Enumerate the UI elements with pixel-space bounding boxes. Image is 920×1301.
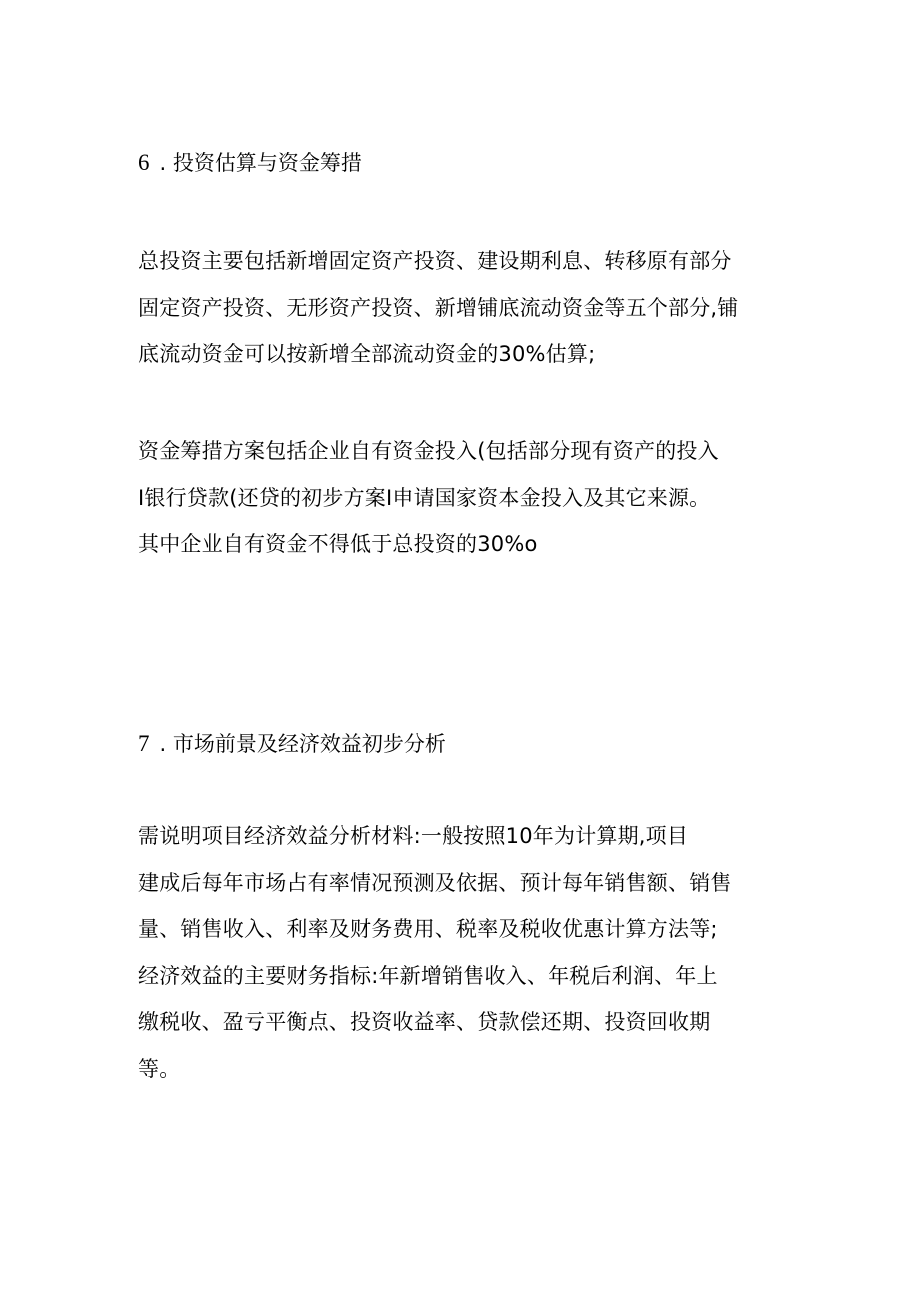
section-6-number: 6	[138, 150, 150, 175]
section-7-number: 7	[138, 731, 150, 756]
paragraph-line: 等。	[138, 1056, 181, 1081]
paragraph-line: 建成后每年市场占有率情况预测及依据、预计每年销售额、销售	[138, 870, 732, 895]
section-6-paragraph-investment	[138, 238, 798, 378]
paragraph-line: I银行贷款(还贷的初步方案I申请国家资本金投入及其它来源。	[138, 485, 711, 510]
section-6-title: . 投资估算与资金筹措	[159, 151, 362, 175]
paragraph-line: 固定资产投资、无形资产投资、新增铺底流动资金等五个部分,铺	[138, 295, 739, 320]
section-7-title: . 市场前景及经济效益初步分析	[159, 732, 446, 756]
section-7-heading	[138, 729, 446, 759]
paragraph-line: 需说明项目经济效益分析材料:一般按照10年为计算期,项目	[138, 824, 689, 848]
section-6-heading	[138, 148, 362, 178]
paragraph-line: 总投资主要包括新增固定资产投资、建设期利息、转移原有部分	[138, 249, 732, 273]
section-7-paragraph-benefits	[138, 813, 798, 1092]
paragraph-line: 缴税收、盈亏平衡点、投资收益率、贷款偿还期、投资回收期	[138, 1010, 711, 1034]
paragraph-line: 经济效益的主要财务指标:年新增销售收入、年税后利润、年上	[138, 963, 718, 988]
paragraph-line: 量、销售收入、利率及财务费用、税率及税收优惠计算方法等;	[138, 917, 718, 941]
paragraph-line: 其中企业自有资金不得低于总投资的30%o	[138, 532, 538, 556]
paragraph-line: 底流动资金可以按新增全部流动资金的30%估算;	[138, 342, 596, 366]
paragraph-line: 资金筹措方案包括企业自有资金投入(包括部分现有资产的投入	[138, 439, 719, 463]
section-6-paragraph-funding	[138, 428, 798, 568]
